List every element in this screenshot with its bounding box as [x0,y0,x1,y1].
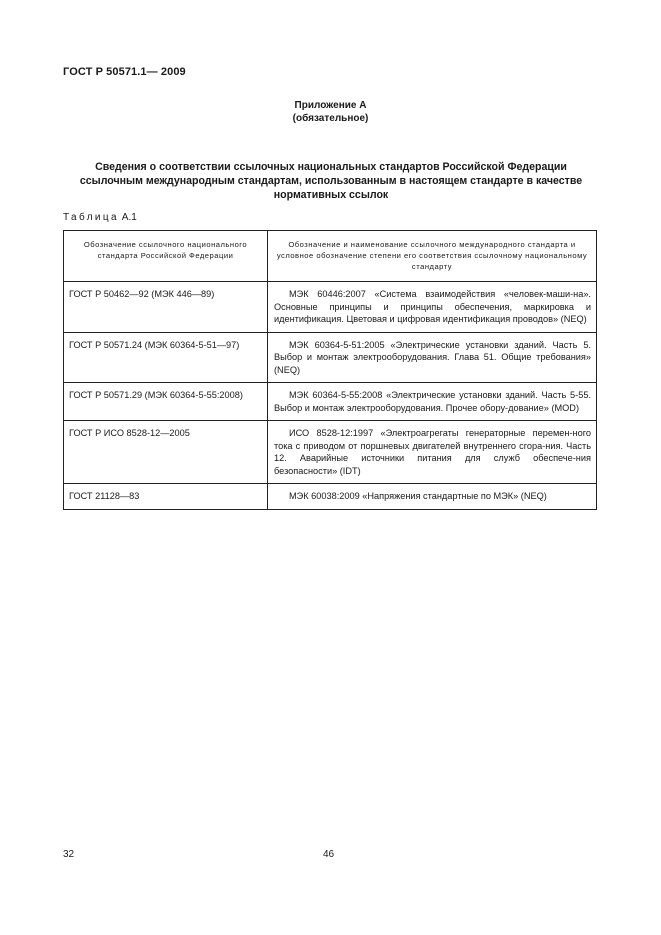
column-header-national: Обозначение ссылочного национального стандарта Российской Федерации [64,231,268,282]
table-label [63,212,137,223]
table-header-row [64,231,597,282]
table-row [64,484,597,510]
heading-line-1: Сведения о соответствии ссылочных национальных стандартов Российской Федерации [95,161,567,173]
annex-header [0,99,661,125]
annex-status: (обязательное) [292,113,369,124]
table-row [64,332,597,383]
national-standard-cell: ГОСТ Р ИСО 8528-12—2005 [64,421,268,484]
document-id: ГОСТ Р 50571.1— 2009 [63,66,186,78]
table-row [64,282,597,333]
national-standard-cell: ГОСТ Р 50462—92 (МЭК 446—89) [64,282,268,333]
table-label-number: А.1 [121,212,137,223]
international-standard-cell: МЭК 60364-5-51:2005 «Электрические установки зданий. Часть 5. Выбор и монтаж электрооборудования. Глава 51. Общие требования» (NEQ) [268,332,597,383]
annex-heading [66,160,596,202]
page-number-center: 46 [323,849,335,860]
reference-table [63,230,597,510]
table-label-word: Таблица [63,212,120,223]
international-standard-cell: МЭК 60364-5-55:2008 «Электрические установки зданий. Часть 5-55. Выбор и монтаж электрооборудования. Прочее обору-дование» (MOD) [268,383,597,421]
table-row [64,383,597,421]
heading-line-3: нормативных ссылок [273,189,389,201]
table-row [64,421,597,484]
heading-line-2: ссылочным международным стандартам, использованным в настоящем стандарте в качестве [79,175,583,187]
annex-title: Приложение А [294,100,367,111]
national-standard-cell: ГОСТ Р 50571.24 (МЭК 60364-5-51—97) [64,332,268,383]
page-number-left: 32 [63,849,75,860]
national-standard-cell: ГОСТ 21128—83 [64,484,268,510]
national-standard-cell: ГОСТ Р 50571.29 (МЭК 60364-5-55:2008) [64,383,268,421]
international-standard-cell: МЭК 60446:2007 «Система взаимодействия «человек-маши-на». Основные принципы и принципы обеспечения, маркировка и идентификация. Цветовая и цифровая идентификация проводов» (NEQ) [268,282,597,333]
international-standard-cell: ИСО 8528-12:1997 «Электроагрегаты генераторные перемен-ного тока с приводом от поршневых двигателей внутреннего сгора-ния. Часть 12. Аварийные источники питания для служб обеспече-ния безопасности» (IDT) [268,421,597,484]
column-header-international: Обозначение и наименование ссылочного международного стандарта и условное обозначение степени его соответствия ссылочному национальному стандарту [268,231,597,282]
international-standard-cell: МЭК 60038:2009 «Напряжения стандартные по МЭК» (NEQ) [268,484,597,510]
